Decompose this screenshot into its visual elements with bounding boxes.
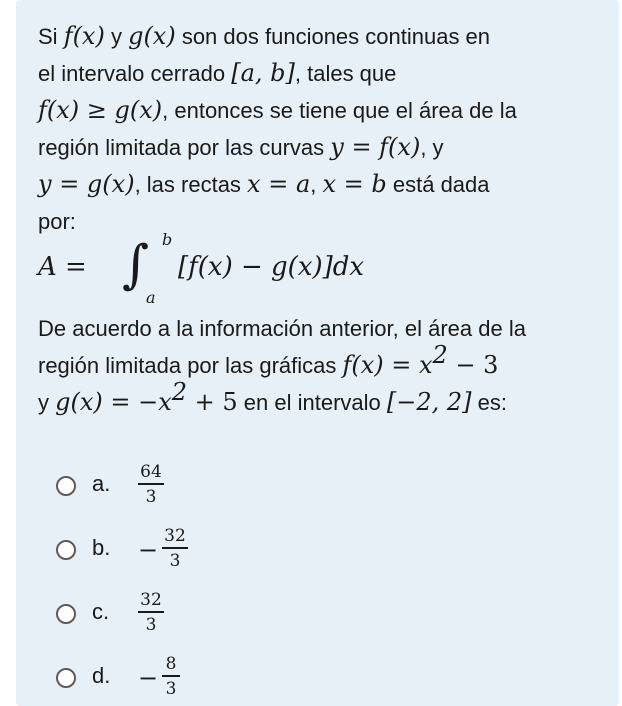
math-f: f(x) — [63, 22, 105, 50]
text: , tales que — [294, 61, 397, 86]
option-sign: − — [138, 664, 159, 692]
math-exponent: 2 — [432, 341, 448, 369]
question-line — [38, 166, 608, 203]
fraction-denominator: 3 — [145, 487, 157, 507]
option-fraction — [162, 654, 180, 699]
text: región limitada por las gráficas — [38, 353, 343, 378]
fraction-bar — [162, 675, 180, 677]
question-line — [38, 129, 608, 166]
fraction-bar — [138, 483, 164, 485]
text: , y — [420, 135, 444, 160]
option-a[interactable] — [56, 462, 356, 512]
option-c[interactable] — [56, 590, 356, 640]
radio-button[interactable] — [56, 668, 76, 688]
text: , entonces se tiene que el área de la — [162, 98, 517, 123]
option-sign: − — [138, 536, 159, 564]
math-interval: [a, b] — [231, 59, 295, 87]
fraction-denominator: 3 — [169, 551, 181, 571]
text: región limitada por las curvas — [38, 135, 331, 160]
question-text-2 — [38, 310, 608, 421]
fraction-numerator: 32 — [140, 590, 162, 610]
math-eq: x = a — [247, 170, 311, 198]
math-interval: [−2, 2] — [386, 388, 472, 416]
math-eq: f(x) = x — [342, 351, 433, 379]
text: está dada — [386, 172, 490, 197]
text: el intervalo cerrado — [38, 61, 232, 86]
radio-button[interactable] — [56, 476, 76, 496]
fraction-numerator: 64 — [140, 462, 162, 482]
radio-button[interactable] — [56, 604, 76, 624]
option-letter: d. — [92, 663, 111, 688]
text: en el intervalo — [237, 390, 387, 415]
question-line — [38, 18, 608, 55]
math-inequality: f(x) ≥ g(x) — [38, 96, 163, 124]
option-letter: a. — [92, 471, 111, 496]
integral-lower-bound: a — [146, 288, 156, 307]
text: y — [38, 390, 56, 415]
question-card — [16, 0, 619, 706]
integral-sign: ∫ — [122, 235, 150, 295]
question-line — [38, 92, 608, 129]
text: y — [104, 24, 129, 49]
option-letter: c. — [92, 599, 110, 624]
math-eq: y = g(x) — [38, 170, 135, 198]
fraction-numerator: 32 — [164, 526, 186, 546]
radio-button[interactable] — [56, 540, 76, 560]
option-b[interactable] — [56, 526, 356, 576]
option-d[interactable] — [56, 654, 356, 704]
math-g: g(x) — [128, 22, 176, 50]
math-eq: y = f(x) — [330, 133, 421, 161]
option-fraction — [138, 462, 164, 507]
text: , las rectas — [134, 172, 248, 197]
option-fraction — [162, 526, 188, 571]
math-eq: − 3 — [447, 351, 499, 379]
question-line: De acuerdo a la información anterior, el área de la — [38, 316, 526, 341]
question-line — [38, 378, 608, 421]
fraction-bar — [162, 547, 188, 549]
option-letter: b. — [92, 535, 111, 560]
math-eq: x = b — [322, 170, 387, 198]
text: Si — [38, 24, 64, 49]
question-line: por: — [38, 209, 76, 234]
option-fraction — [138, 590, 164, 635]
question-line — [38, 341, 608, 384]
integrand: [f(x) − g(x)]dx — [178, 252, 365, 282]
math-exponent: 2 — [171, 378, 188, 406]
integral-upper-bound: b — [162, 230, 173, 249]
fraction-denominator: 3 — [145, 615, 157, 635]
text: son dos funciones continuas en — [175, 24, 491, 49]
question-line — [38, 55, 608, 92]
text: es: — [471, 390, 507, 415]
formula-lhs: A = — [38, 252, 87, 282]
text: , — [310, 172, 323, 197]
fraction-bar — [138, 611, 164, 613]
math-eq: + 5 — [187, 388, 238, 416]
question-text — [38, 18, 608, 240]
fraction-denominator: 3 — [165, 679, 177, 699]
fraction-numerator: 8 — [165, 654, 177, 674]
math-eq: g(x) = −x — [55, 388, 172, 416]
